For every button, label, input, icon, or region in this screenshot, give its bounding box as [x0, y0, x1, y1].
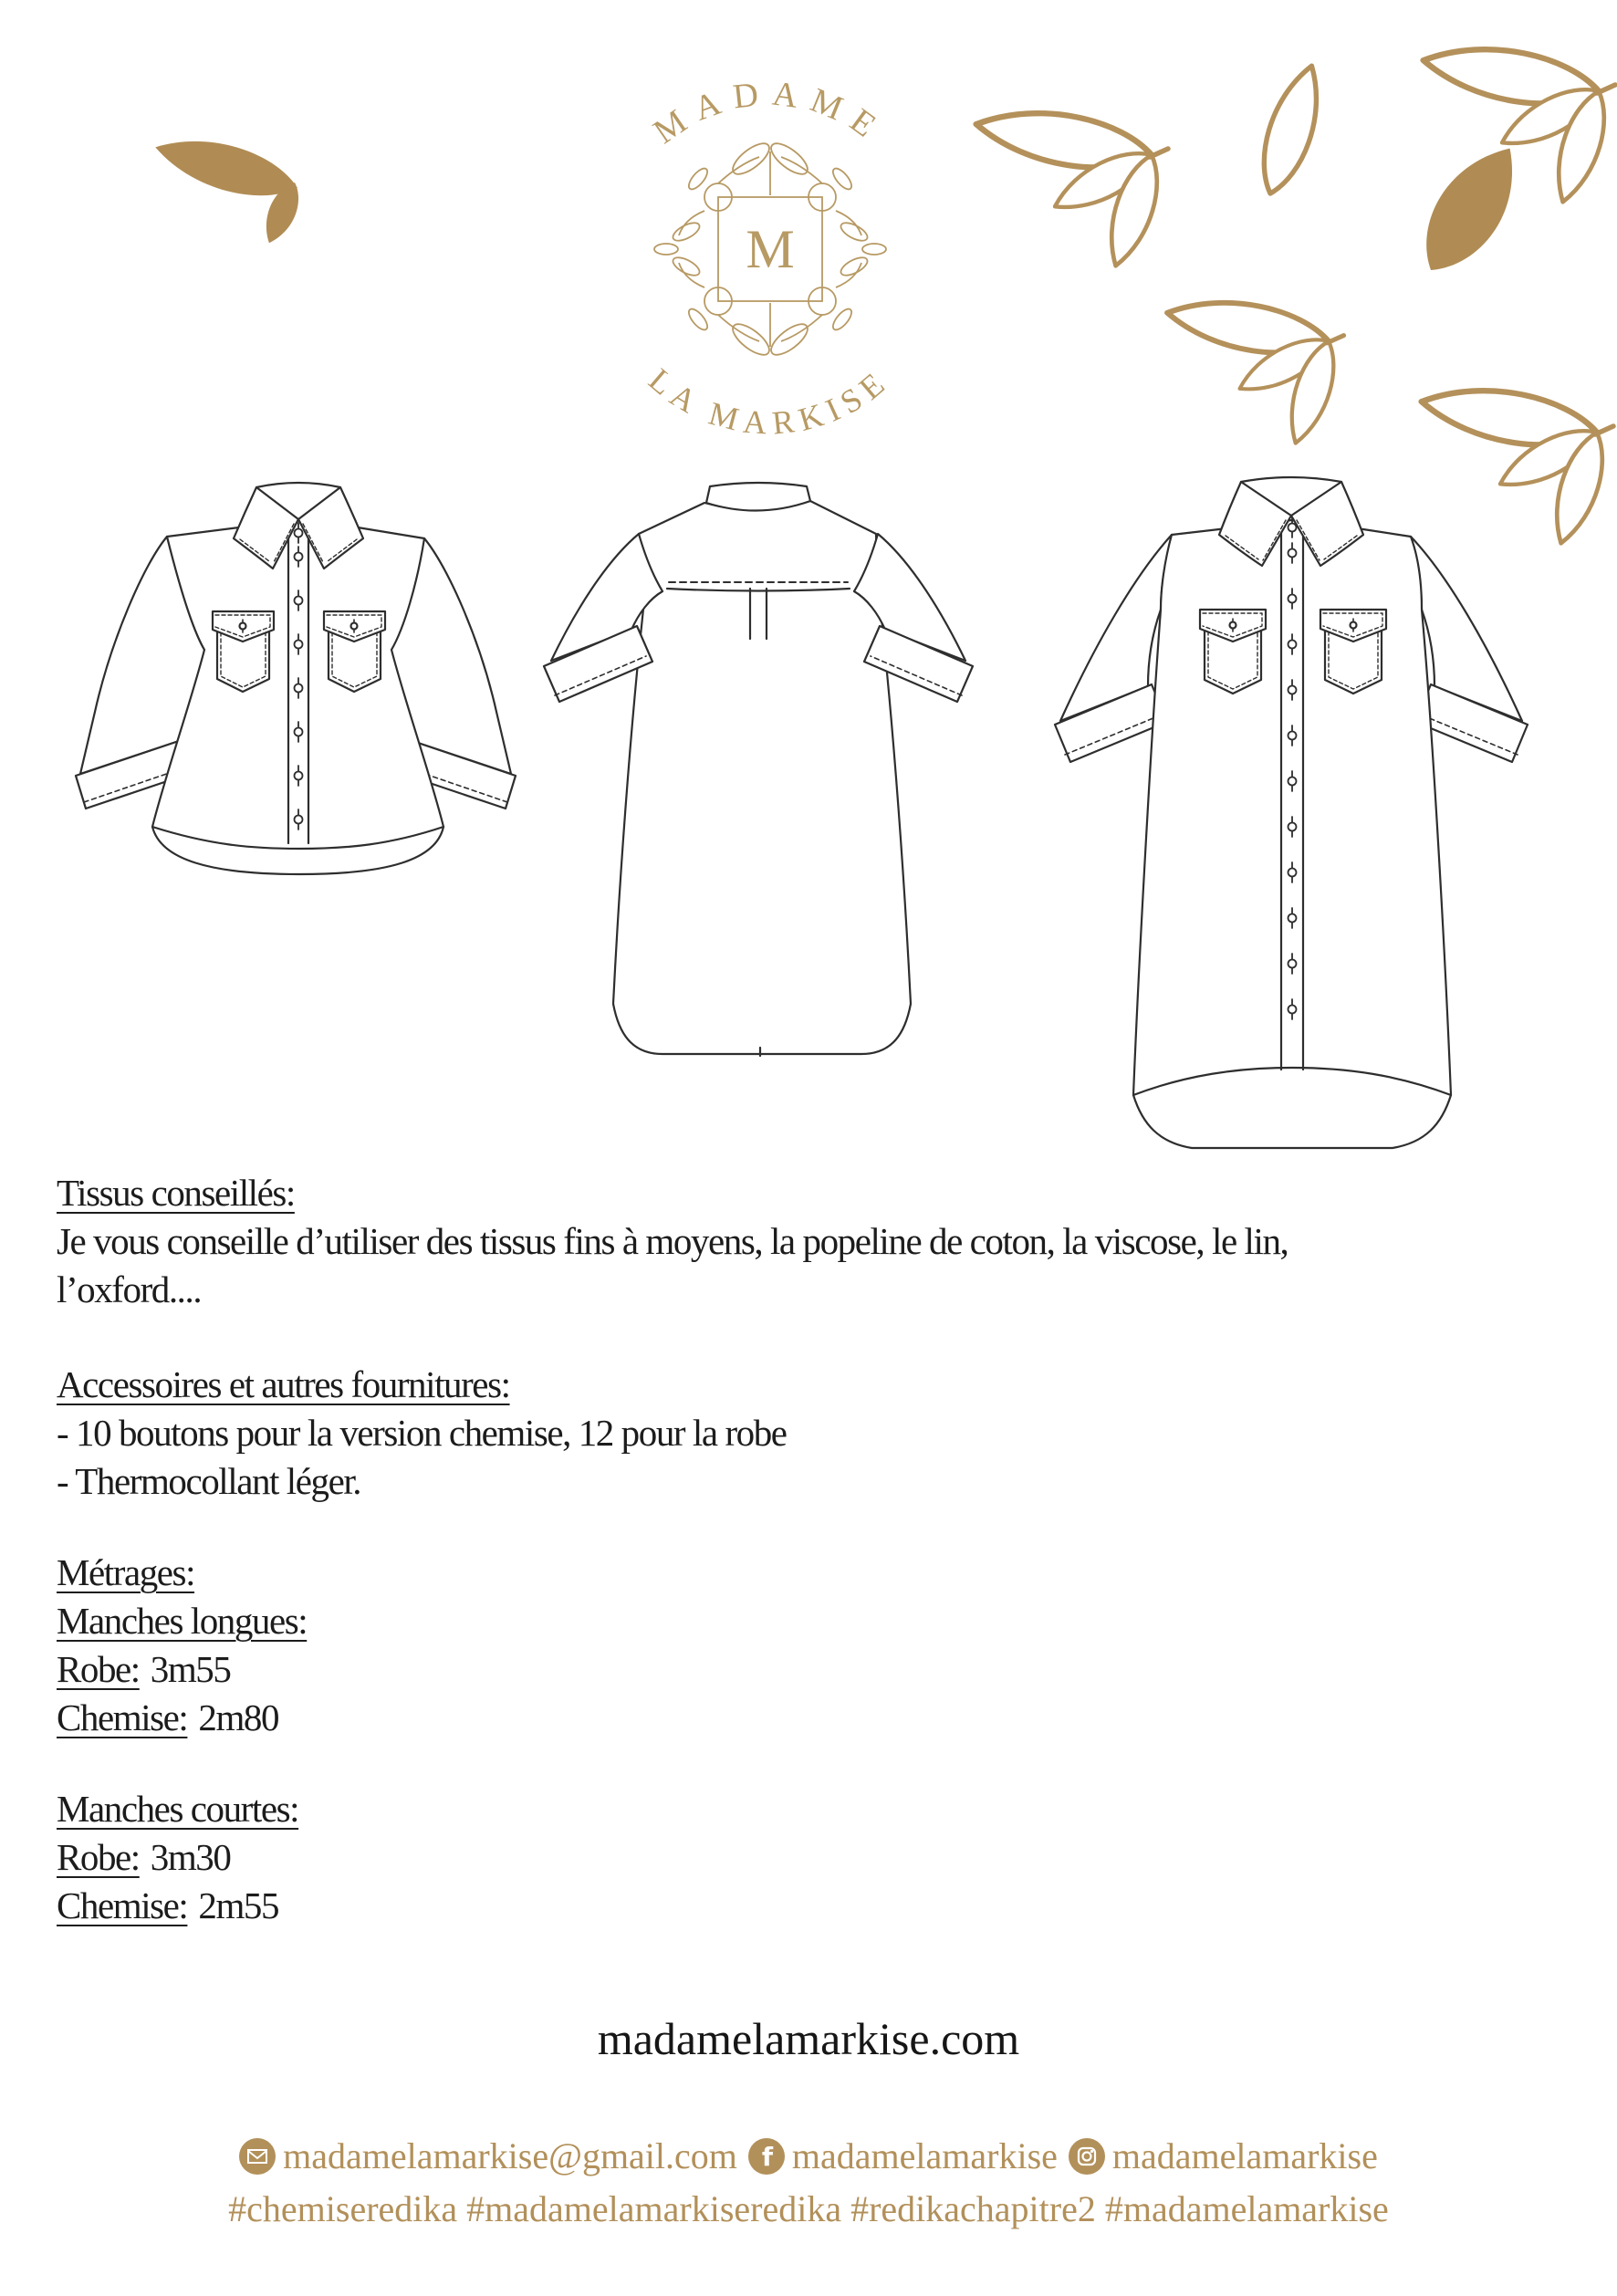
solid-leaf-icons	[150, 126, 1537, 287]
email-group	[239, 2135, 737, 2177]
email-icon	[239, 2138, 276, 2175]
drawing-dress-back	[544, 483, 973, 1056]
email-address: madamelamarkise@gmail.com	[283, 2135, 737, 2176]
manches-longues-chemise: Chemise: 2m80	[57, 1696, 279, 1738]
chest-pocket	[324, 611, 385, 692]
band-collar	[706, 483, 810, 511]
instagram-handle: madamelamarkise	[1111, 2135, 1378, 2176]
chest-pocket	[1320, 610, 1386, 694]
footer-contact-line	[0, 2135, 1617, 2177]
logo-monogram: M	[746, 219, 795, 279]
logo-bottom-text: LA MARKISE	[642, 360, 897, 442]
drawing-shirt-front-long-sleeves	[76, 483, 516, 874]
leaf-cluster-icon	[1419, 37, 1616, 208]
leaf-cluster-icon	[972, 100, 1169, 272]
instagram-group	[1069, 2135, 1378, 2177]
logo-top-text: MADAME	[646, 74, 892, 152]
chest-pocket	[1200, 610, 1266, 694]
accessoires-title-text: Accessoires et autres fournitures:	[57, 1363, 510, 1405]
metrages-title	[57, 1549, 307, 1597]
manches-longues-robe: Robe: 3m55	[57, 1648, 231, 1690]
manches-longues-title: Manches longues:	[57, 1600, 308, 1642]
facebook-handle: madamelamarkise	[791, 2135, 1058, 2176]
manches-courtes-chemise: Chemise: 2m55	[57, 1884, 279, 1926]
section-tissus	[57, 1169, 1288, 1314]
tissus-title-text: Tissus conseillés:	[57, 1172, 295, 1214]
leaf-decorations	[150, 37, 1616, 549]
tissus-line2: l’oxford....	[57, 1268, 202, 1310]
leaf-icon	[1250, 59, 1331, 200]
tissus-line1: Je vous conseille d’utiliser des tissus fins à moyens, la popeline de coton, la viscose, le lin,	[57, 1220, 1288, 1262]
website-url: madamelamarkise.com	[597, 2013, 1020, 2064]
facebook-icon	[748, 2138, 785, 2175]
drawing-dress-front	[1055, 477, 1528, 1148]
section-metrages-courtes	[57, 1785, 298, 1930]
leaf-cluster-icon	[1417, 378, 1614, 549]
section-metrages-longues	[57, 1549, 307, 1742]
accessoires-title	[57, 1361, 787, 1409]
accessoires-item2: - Thermocollant léger.	[57, 1460, 361, 1502]
leaf-cluster-icon	[1163, 291, 1344, 449]
tissus-title	[57, 1169, 1288, 1217]
facebook-group	[748, 2135, 1058, 2177]
instagram-icon	[1069, 2138, 1105, 2175]
svg-text:f: f	[761, 2142, 773, 2172]
manches-courtes-robe: Robe: 3m30	[57, 1836, 231, 1878]
accessoires-item1: - 10 boutons pour la version chemise, 12 pour la robe	[57, 1412, 787, 1454]
hashtags-line: #chemiseredika #madamelamarkiseredika #redikachapitre2 #madamelamarkise	[228, 2188, 1389, 2229]
brand-logo	[622, 74, 916, 441]
section-accessoires	[57, 1361, 787, 1506]
chest-pocket	[213, 611, 274, 692]
manches-courtes-title: Manches courtes:	[57, 1788, 299, 1830]
metrages-title-text: Métrages:	[57, 1551, 195, 1593]
